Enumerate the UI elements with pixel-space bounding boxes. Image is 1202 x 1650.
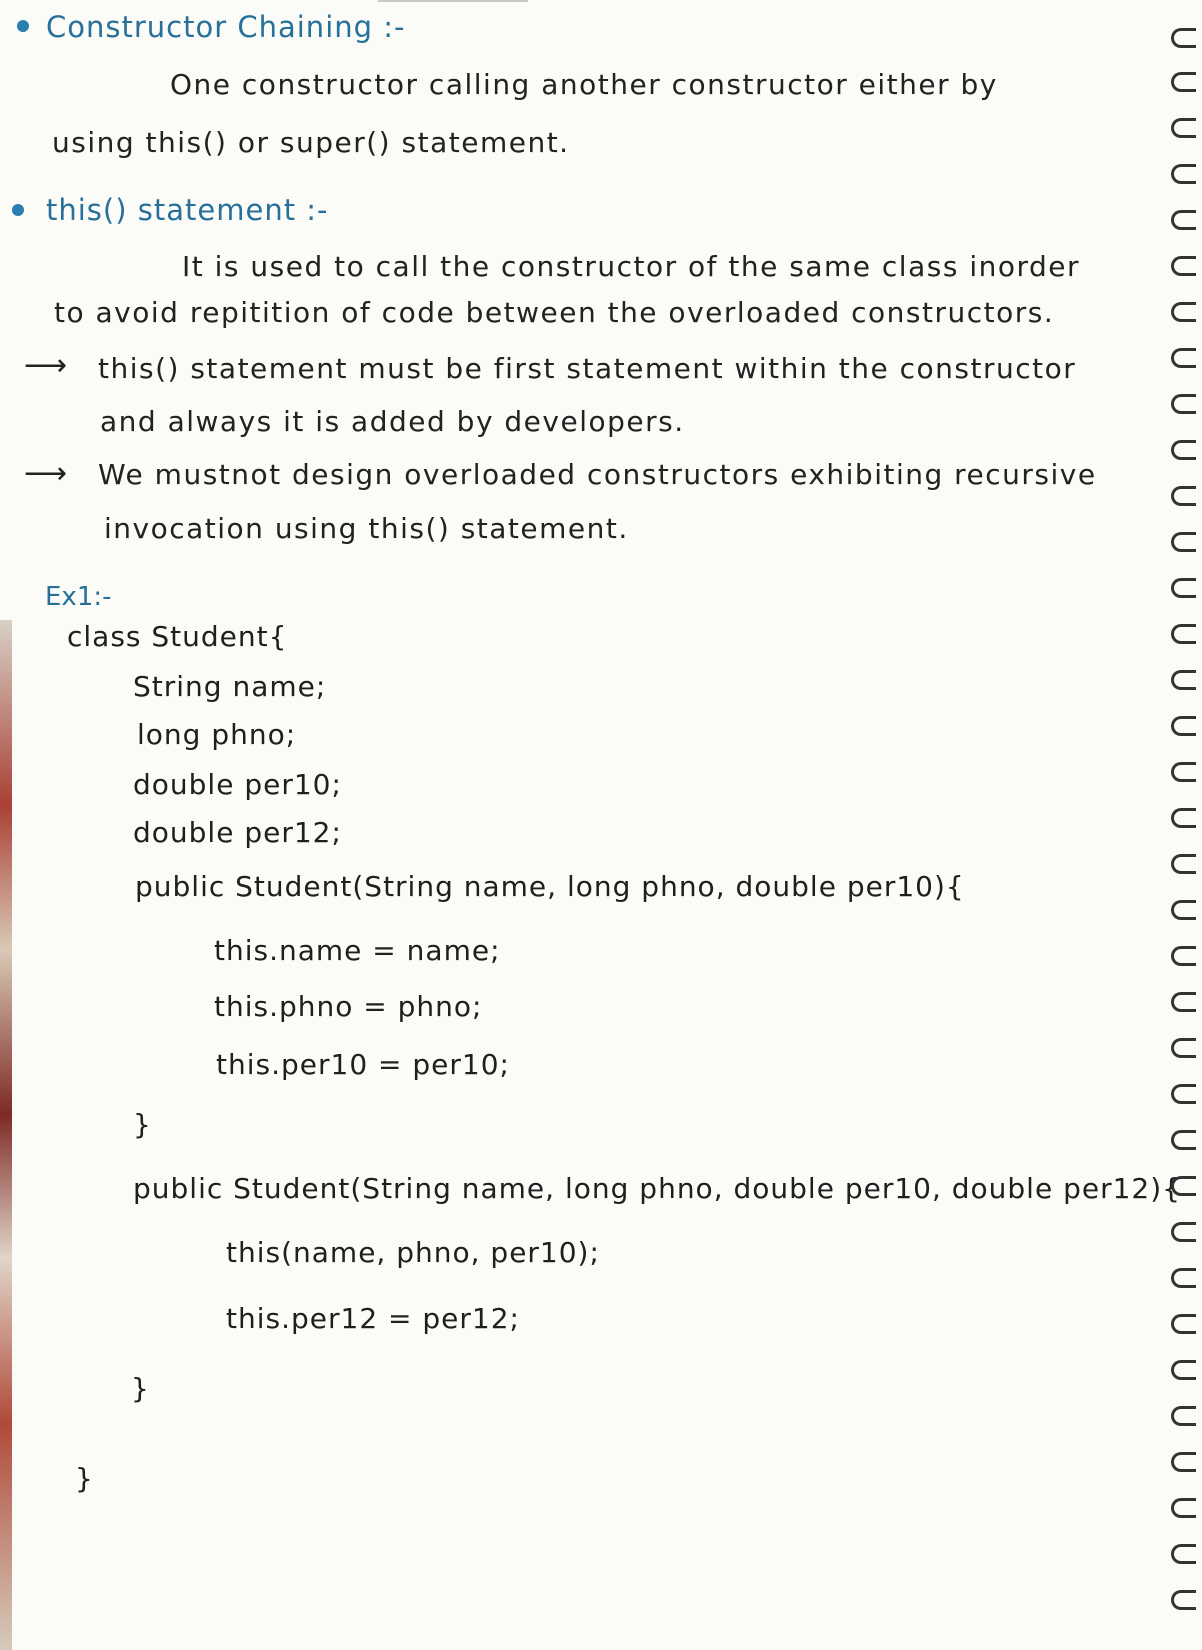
binding-ring-icon — [1171, 1268, 1196, 1288]
spiral-binding — [1162, 0, 1202, 1650]
binding-ring-icon — [1171, 854, 1196, 874]
binding-ring-icon — [1171, 900, 1196, 920]
binding-ring-icon — [1171, 1498, 1196, 1518]
binding-ring-icon — [1171, 256, 1196, 276]
binding-ring-icon — [1171, 1544, 1196, 1564]
binding-ring-icon — [1171, 210, 1196, 230]
binding-ring-icon — [1171, 164, 1196, 184]
binding-ring-icon — [1171, 1314, 1196, 1334]
code-line: } — [133, 1108, 152, 1141]
binding-ring-icon — [1171, 532, 1196, 552]
arrow-bullet-icon: ⟶ — [24, 456, 68, 491]
page-top-edge — [378, 0, 528, 2]
heading-bullet — [12, 204, 24, 216]
code-line: String name; — [133, 670, 327, 703]
code-line: double per12; — [133, 816, 342, 849]
arrow-bullet-icon: ⟶ — [24, 348, 68, 383]
binding-ring-icon — [1171, 808, 1196, 828]
binding-ring-icon — [1171, 946, 1196, 966]
code-line: double per10; — [133, 768, 342, 801]
binding-ring-icon — [1171, 716, 1196, 736]
binding-ring-icon — [1171, 302, 1196, 322]
section-heading-constructor-chaining: Constructor Chaining :- — [46, 10, 406, 44]
binding-ring-icon — [1171, 1222, 1196, 1242]
binding-ring-icon — [1171, 1360, 1196, 1380]
binding-ring-icon — [1171, 992, 1196, 1012]
code-line: long phno; — [137, 718, 297, 751]
code-line: this.per12 = per12; — [226, 1302, 520, 1335]
binding-ring-icon — [1171, 1176, 1196, 1196]
code-line: this(name, phno, per10); — [226, 1236, 600, 1269]
binding-ring-icon — [1171, 486, 1196, 506]
body-text-line: It is used to call the constructor of the same class inorder — [182, 250, 1081, 283]
binding-ring-icon — [1171, 1452, 1196, 1472]
rule-text-line: We mustnot design overloaded constructors exhibiting recursive — [98, 458, 1097, 491]
binding-ring-icon — [1171, 670, 1196, 690]
binding-ring-icon — [1171, 1590, 1196, 1610]
binding-ring-icon — [1171, 394, 1196, 414]
code-line: public Student(String name, long phno, double per10){ — [135, 870, 965, 903]
binding-ring-icon — [1171, 578, 1196, 598]
section-heading-this-statement: this() statement :- — [46, 193, 329, 227]
rule-text-line: and always it is added by developers. — [100, 405, 685, 438]
binding-ring-icon — [1171, 348, 1196, 368]
code-line: this.per10 = per10; — [216, 1048, 510, 1081]
binding-ring-icon — [1171, 72, 1196, 92]
body-text-line: to avoid repitition of code between the overloaded constructors. — [54, 296, 1055, 329]
rule-text-line: this() statement must be first statement within the constructor — [98, 352, 1077, 385]
binding-ring-icon — [1171, 118, 1196, 138]
page-left-edge — [0, 620, 12, 1650]
code-line: } — [75, 1462, 94, 1495]
code-line: } — [131, 1372, 150, 1405]
binding-ring-icon — [1171, 624, 1196, 644]
binding-ring-icon — [1171, 1038, 1196, 1058]
binding-ring-icon — [1171, 762, 1196, 782]
code-line: public Student(String name, long phno, double per10, double per12){ — [133, 1172, 1181, 1205]
heading-bullet — [17, 20, 29, 32]
binding-ring-icon — [1171, 1084, 1196, 1104]
body-text-line: using this() or super() statement. — [52, 126, 570, 159]
binding-ring-icon — [1171, 1406, 1196, 1426]
binding-ring-icon — [1171, 440, 1196, 460]
binding-ring-icon — [1171, 1130, 1196, 1150]
body-text-line: One constructor calling another constructor either by — [170, 68, 998, 101]
code-line: class Student{ — [67, 620, 288, 653]
rule-text-line: invocation using this() statement. — [104, 512, 629, 545]
code-line: this.name = name; — [214, 934, 501, 967]
binding-ring-icon — [1171, 28, 1196, 48]
code-line: this.phno = phno; — [214, 990, 483, 1023]
example-label: Ex1:- — [45, 582, 112, 612]
